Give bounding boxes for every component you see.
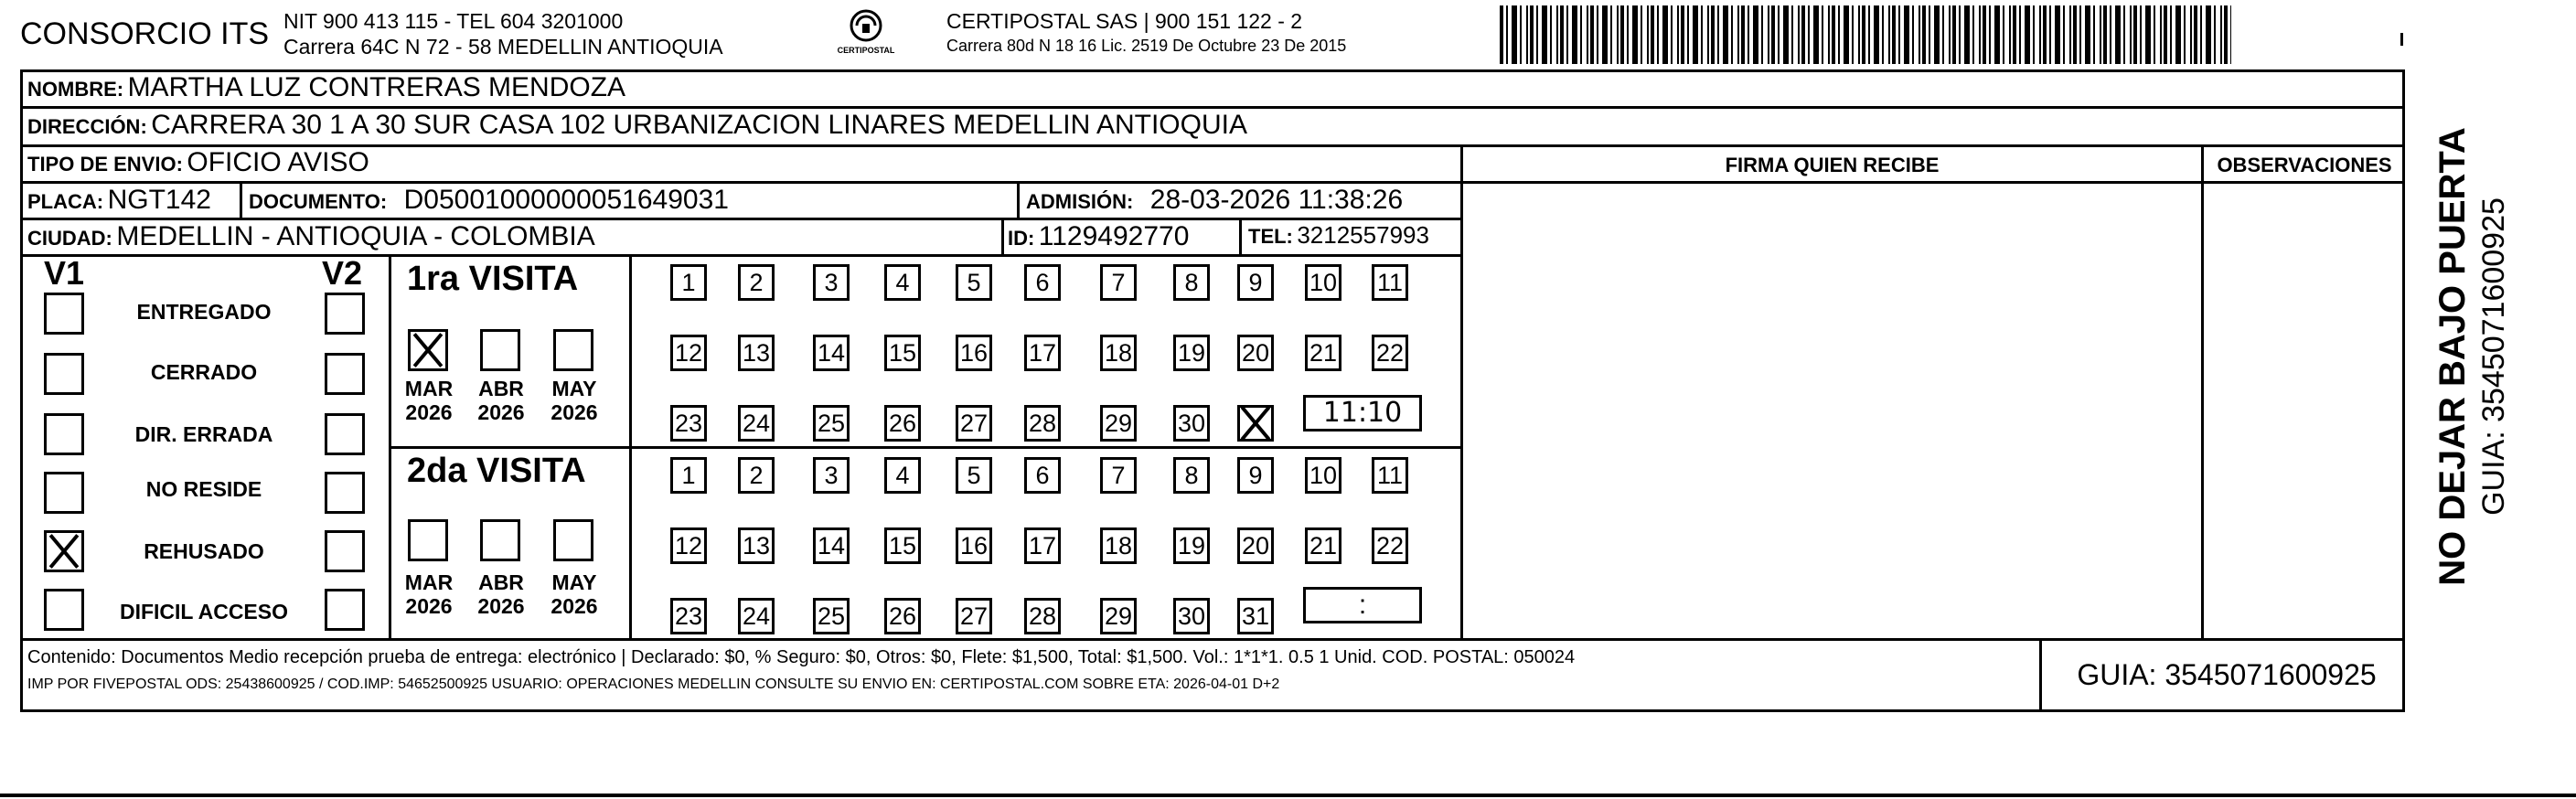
day-number: 4: [895, 462, 910, 489]
first-visit-day-25[interactable]: [813, 405, 850, 442]
certipostal-info: CERTIPOSTAL SAS | 900 151 122 - 2: [946, 9, 1303, 33]
year-label: 2026: [550, 594, 598, 618]
day-number: 20: [1241, 532, 1270, 559]
day-number: 12: [674, 339, 703, 367]
day-number: 24: [742, 410, 771, 437]
day-number: 3: [824, 462, 839, 489]
day-number: 6: [1035, 269, 1050, 296]
month-label: MAR: [404, 377, 454, 400]
observations-label: OBSERVACIONES: [2217, 154, 2392, 176]
month-label: MAY: [551, 377, 597, 400]
second-visit-day-21[interactable]: [1305, 527, 1341, 564]
footer-guia: GUIA: 3545071600925: [2077, 658, 2377, 691]
certipostal-license: Carrera 80d N 18 16 Lic. 2519 De Octubre 23 De 2015: [946, 37, 1347, 55]
reason-entregado: ENTREGADO: [136, 300, 272, 324]
second-visit-time-box[interactable]: [1303, 587, 1422, 623]
day-number: 16: [959, 532, 989, 559]
day-number: 13: [742, 339, 771, 367]
day-number: 30: [1177, 410, 1206, 437]
day-number: 20: [1241, 339, 1270, 367]
month-label: ABR: [478, 377, 524, 400]
day-number: 5: [967, 269, 981, 296]
second-visit-day-22[interactable]: [1372, 527, 1408, 564]
second-visit-day-3[interactable]: [813, 457, 850, 494]
second-visit-day-14[interactable]: [813, 527, 850, 564]
year-label: 2026: [477, 594, 525, 618]
page-bottom-rule: [0, 794, 2576, 797]
second-visit-day-12[interactable]: [670, 527, 707, 564]
second-visit-day-19[interactable]: [1173, 527, 1210, 564]
id-label: ID:: [1008, 227, 1035, 250]
day-number: 17: [1028, 532, 1057, 559]
second-visit-day-11[interactable]: [1372, 457, 1408, 494]
day-number: 21: [1309, 339, 1338, 367]
second-visit-day-10[interactable]: [1305, 457, 1341, 494]
day-number: 12: [674, 532, 703, 559]
company-nit: NIT 900 413 115 - TEL 604 3201000: [283, 9, 624, 33]
first-visit-time-box[interactable]: [1303, 395, 1422, 431]
day-number: 7: [1111, 269, 1126, 296]
day-number: 2: [749, 462, 764, 489]
day-number: 17: [1028, 339, 1057, 367]
day-number: 27: [959, 602, 989, 630]
first-visit-day-9[interactable]: [1237, 264, 1274, 301]
day-number: 3: [824, 269, 839, 296]
first-visit-label: 1ra VISITA: [407, 260, 579, 298]
day-number: 8: [1184, 462, 1199, 489]
v2-checkbox-entregado[interactable]: [325, 293, 365, 335]
first-visit-time: 11:10: [1322, 397, 1403, 429]
v2-checkbox-no-reside[interactable]: [325, 472, 365, 514]
second-visit-day-4[interactable]: [884, 457, 921, 494]
v2-checkbox-dificil-acceso[interactable]: [325, 589, 365, 631]
company-address: Carrera 64C N 72 - 58 MEDELLIN ANTIOQUIA: [283, 35, 723, 59]
first-visit-month-mar[interactable]: [408, 329, 448, 371]
day-number: 16: [959, 339, 989, 367]
second-visit-day-5[interactable]: [956, 457, 992, 494]
first-visit-day-7[interactable]: [1100, 264, 1137, 301]
first-visit-day-8[interactable]: [1173, 264, 1210, 301]
day-number: 29: [1104, 602, 1133, 630]
v2-checkbox-rehusado[interactable]: [325, 530, 365, 572]
first-visit-month-may[interactable]: [553, 329, 593, 371]
second-visit-day-16[interactable]: [956, 527, 992, 564]
reason-no-reside: NO RESIDE: [145, 477, 262, 501]
header-mark: [2400, 33, 2403, 46]
first-visit-day-3[interactable]: [813, 264, 850, 301]
day-number: 28: [1028, 602, 1057, 630]
logo-text: CERTIPOSTAL: [837, 46, 895, 55]
day-number: 30: [1177, 602, 1206, 630]
v2-checkbox-dir-errada[interactable]: [325, 413, 365, 455]
tel-value: 3212557993: [1297, 221, 1429, 249]
day-number: 9: [1248, 269, 1263, 296]
day-number: 10: [1309, 462, 1338, 489]
second-visit-day-20[interactable]: [1237, 527, 1274, 564]
id-value: 1129492770: [1038, 221, 1190, 251]
second-visit-day-26[interactable]: [884, 598, 921, 634]
day-number: 25: [817, 410, 846, 437]
day-number: 27: [959, 410, 989, 437]
city-label: CIUDAD:: [27, 227, 112, 250]
day-number: 25: [817, 602, 846, 630]
first-visit-day-26[interactable]: [884, 405, 921, 442]
day-number: 21: [1309, 532, 1338, 559]
first-visit-day-1[interactable]: [670, 264, 707, 301]
first-visit-day-27[interactable]: [956, 405, 992, 442]
shipment-type: OFICIO AVISO: [187, 147, 369, 177]
second-visit-time: :: [1358, 590, 1367, 620]
month-label: MAY: [551, 570, 597, 594]
first-visit-day-18[interactable]: [1100, 335, 1137, 371]
document-value: D05001000000051649031: [403, 185, 729, 215]
year-label: 2026: [477, 400, 525, 424]
second-visit-day-8[interactable]: [1173, 457, 1210, 494]
day-number: 18: [1104, 339, 1133, 367]
v1-checkbox-entregado[interactable]: [44, 293, 84, 335]
second-visit-month-may[interactable]: [553, 519, 593, 561]
first-visit-day-13[interactable]: [738, 335, 775, 371]
first-visit-day-6[interactable]: [1024, 264, 1061, 301]
document-label: DOCUMENTO:: [249, 190, 388, 213]
month-label: ABR: [478, 570, 524, 594]
first-visit-month-abr[interactable]: [480, 329, 520, 371]
day-number: 24: [742, 602, 771, 630]
v2-checkbox-cerrado[interactable]: [325, 353, 365, 395]
barcode: [1500, 5, 2231, 64]
first-visit-day-17[interactable]: [1024, 335, 1061, 371]
footer-imp: IMP POR FIVEPOSTAL ODS: 25438600925 / COD.IMP: 54652500925 USUARIO: OPERACIONES MEDELLIN CONSULTE SU ENVIO EN: CERTIPOSTAL.COM SOBRE ETA: 2026-04-01 D+2: [27, 676, 1280, 692]
plate-value: NGT142: [107, 185, 211, 215]
day-number: 28: [1028, 410, 1057, 437]
second-visit-day-18[interactable]: [1100, 527, 1137, 564]
day-number: 19: [1177, 339, 1206, 367]
day-number: 22: [1375, 339, 1405, 367]
side-guia: GUIA: 3545071600925: [2476, 197, 2511, 516]
second-visit-day-1[interactable]: [670, 457, 707, 494]
first-visit-day-2[interactable]: [738, 264, 775, 301]
second-visit-label: 2da VISITA: [407, 452, 586, 490]
day-number: 15: [888, 339, 917, 367]
year-label: 2026: [550, 400, 598, 424]
day-number: 29: [1104, 410, 1133, 437]
day-number: 19: [1177, 532, 1206, 559]
day-number: 2: [749, 269, 764, 296]
city-value: MEDELLIN - ANTIOQUIA - COLOMBIA: [116, 221, 595, 251]
day-number: 8: [1184, 269, 1199, 296]
footer-contents: Contenido: Documentos Medio recepción prueba de entrega: electrónico | Declarado: $0, % Seguro: $0, Otros: $0, Flete: $1,500, Total: $1,500. Vol.: 1*1*1. 0.5 1 Unid. COD. POSTAL: 050024: [27, 647, 1576, 667]
side-warning: NO DEJAR BAJO PUERTA: [2432, 127, 2473, 586]
first-visit-day-4[interactable]: [884, 264, 921, 301]
day-number: 11: [1376, 269, 1404, 296]
first-visit-day-31[interactable]: [1237, 405, 1274, 442]
first-visit-day-14[interactable]: [813, 335, 850, 371]
second-visit-day-31[interactable]: [1237, 598, 1274, 634]
second-visit-day-23[interactable]: [670, 598, 707, 634]
day-number: 1: [681, 462, 696, 489]
name-label: NOMBRE:: [27, 78, 124, 101]
day-number: 9: [1248, 462, 1263, 489]
first-visit-day-11[interactable]: [1372, 264, 1408, 301]
day-number: 15: [888, 532, 917, 559]
first-visit-day-15[interactable]: [884, 335, 921, 371]
first-visit-day-29[interactable]: [1100, 405, 1137, 442]
second-visit-month-abr[interactable]: [480, 519, 520, 561]
day-number: 14: [817, 339, 846, 367]
month-label: MAR: [404, 570, 454, 594]
first-visit-day-28[interactable]: [1024, 405, 1061, 442]
second-visit-day-25[interactable]: [813, 598, 850, 634]
day-number: 4: [895, 269, 910, 296]
first-visit-day-24[interactable]: [738, 405, 775, 442]
second-visit-day-28[interactable]: [1024, 598, 1061, 634]
v1-label: V1: [44, 254, 85, 292]
year-label: 2026: [405, 400, 453, 424]
admission-label: ADMISIÓN:: [1026, 190, 1134, 213]
firma-label: FIRMA QUIEN RECIBE: [1725, 154, 1940, 176]
second-visit-day-15[interactable]: [884, 527, 921, 564]
day-number: 23: [674, 602, 703, 630]
first-visit-day-20[interactable]: [1237, 335, 1274, 371]
reason-rehusado: REHUSADO: [144, 539, 264, 563]
recipient-name: MARTHA LUZ CONTRERAS MENDOZA: [127, 72, 626, 102]
reason-dir-errada: DIR. ERRADA: [134, 422, 273, 446]
day-number: 13: [742, 532, 771, 559]
second-visit-day-24[interactable]: [738, 598, 775, 634]
second-visit-day-17[interactable]: [1024, 527, 1061, 564]
day-number: 11: [1376, 462, 1404, 489]
first-visit-day-16[interactable]: [956, 335, 992, 371]
company-name: CONSORCIO ITS: [20, 16, 270, 51]
first-visit-day-30[interactable]: [1173, 405, 1210, 442]
second-visit-day-9[interactable]: [1237, 457, 1274, 494]
v1-checkbox-cerrado[interactable]: [44, 353, 84, 395]
second-visit-day-29[interactable]: [1100, 598, 1137, 634]
day-number: 31: [1241, 602, 1270, 630]
day-number: 6: [1035, 462, 1050, 489]
tel-label: TEL:: [1248, 225, 1293, 248]
address-label: DIRECCIÓN:: [27, 115, 147, 138]
admission-value: 28-03-2026 11:38:26: [1149, 185, 1404, 215]
v1-checkbox-dificil-acceso[interactable]: [44, 589, 84, 631]
day-number: 26: [888, 602, 917, 630]
second-visit-day-7[interactable]: [1100, 457, 1137, 494]
v1-checkbox-rehusado[interactable]: [44, 530, 84, 572]
reason-cerrado: CERRADO: [150, 360, 258, 384]
side-panel: [2414, 101, 2524, 613]
day-number: 26: [888, 410, 917, 437]
plate-label: PLACA:: [27, 190, 104, 213]
first-visit-day-22[interactable]: [1372, 335, 1408, 371]
type-label: TIPO DE ENVIO:: [27, 153, 183, 176]
day-number: 22: [1375, 532, 1405, 559]
second-visit-day-13[interactable]: [738, 527, 775, 564]
reason-dificil-acceso: DIFICIL ACCESO: [119, 600, 288, 623]
day-number: 14: [817, 532, 846, 559]
day-number: 1: [681, 269, 696, 296]
year-label: 2026: [405, 594, 453, 618]
second-visit-day-2[interactable]: [738, 457, 775, 494]
day-number: 10: [1309, 269, 1338, 296]
v1-checkbox-no-reside[interactable]: [44, 472, 84, 514]
recipient-address: CARRERA 30 1 A 30 SUR CASA 102 URBANIZACION LINARES MEDELLIN ANTIOQUIA: [151, 110, 1247, 140]
second-visit-day-6[interactable]: [1024, 457, 1061, 494]
second-visit-day-27[interactable]: [956, 598, 992, 634]
v2-label: V2: [322, 254, 363, 292]
day-number: 23: [674, 410, 703, 437]
first-visit-day-19[interactable]: [1173, 335, 1210, 371]
day-number: 18: [1104, 532, 1133, 559]
first-visit-day-23[interactable]: [670, 405, 707, 442]
first-visit-day-21[interactable]: [1305, 335, 1341, 371]
certipostal-logo: [834, 5, 898, 60]
second-visit-month-mar[interactable]: [408, 519, 448, 561]
v1-checkbox-dir-errada[interactable]: [44, 413, 84, 455]
first-visit-day-5[interactable]: [956, 264, 992, 301]
first-visit-day-10[interactable]: [1305, 264, 1341, 301]
day-number: 7: [1111, 462, 1126, 489]
day-number: 5: [967, 462, 981, 489]
second-visit-day-30[interactable]: [1173, 598, 1210, 634]
first-visit-day-12[interactable]: [670, 335, 707, 371]
